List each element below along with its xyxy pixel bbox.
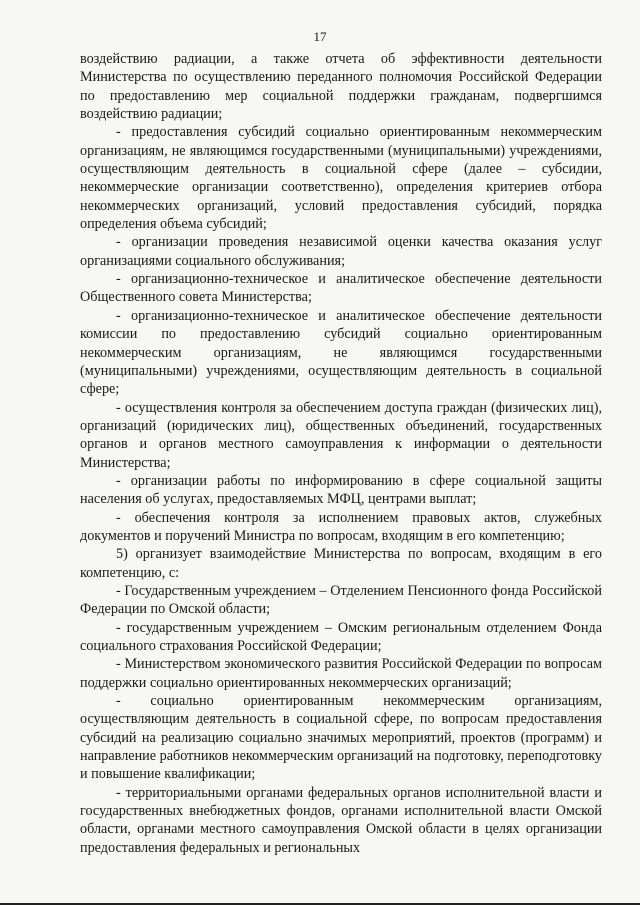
paragraph: - предоставления субсидий социально ориентированным некоммерческим организациям, не являющимся государственными (муниципальными) учреждениями, осуществляющим деятельность в социальной сфере (далее – субсидии, некоммерческие организации соответственно), определения критериев отбора некоммерческих организаций, условий предоставления субсидий, порядка определения объема субсидий; xyxy=(80,124,602,233)
paragraph: - обеспечения контроля за исполнением правовых актов, служебных документов и поручений Министра по вопросам, входящим в его компетенцию; xyxy=(80,509,602,544)
paragraph: - государственным учреждением – Омским региональным отделением Фонда социального страхования Российской Федерации; xyxy=(80,619,602,654)
paragraph: - организационно-техническое и аналитическое обеспечение деятельности Общественного совета Министерства; xyxy=(80,271,602,306)
paragraph: - организации работы по информированию в сфере социальной защиты населения об услугах, предоставляемых МФЦ, центрами выплат; xyxy=(80,472,602,508)
paragraph: - организационно-техническое и аналитическое обеспечение деятельности комиссии по предоставлению субсидий социально ориентированным некоммерческим организациям, не являющимся государственными (муниципальными) учреждениями, осуществляющим деятельность в социальной сфере; xyxy=(80,307,602,398)
paragraph: 5) организует взаимодействие Министерства по вопросам, входящим в его компетенцию, с: xyxy=(80,546,602,581)
page-number: 17 xyxy=(313,29,327,44)
document-body xyxy=(80,50,602,857)
paragraph: - осуществления контроля за обеспечением доступа граждан (физических лиц), организаций (юридических лиц), общественных объединений, государственных органов и органов местного самоуправления к информации о деятельности Министерства; xyxy=(80,399,602,471)
paragraph: - организации проведения независимой оценки качества оказания услуг организациями социального обслуживания; xyxy=(80,234,602,269)
paragraph: - территориальными органами федеральных органов исполнительной власти и государственных внебюджетных фондов, органами исполнительной власти Омской области, органами местного самоуправления Омской области в целях организации предоставления федеральных и региональных xyxy=(80,784,602,856)
paragraph: - Министерством экономического развития Российской Федерации по вопросам поддержки социально ориентированных некоммерческих организаций; xyxy=(80,656,602,691)
paragraph: воздействию радиации, а также отчета об эффективности деятельности Министерства по осуществлению переданного полномочия Российской Федерации по предоставлению мер социальной поддержки гражданам, подвергшимся воздействию радиации; xyxy=(80,51,602,123)
paragraph: - Государственным учреждением – Отделением Пенсионного фонда Российской Федерации по Омской области; xyxy=(80,582,602,618)
paragraph: - социально ориентированным некоммерческим организациям, осуществляющим деятельность в социальной сфере, по вопросам предоставления субсидий на реализацию социально значимых мероприятий, проектов (программ) и направление работников некоммерческим организаций на подготовку, переподготовку и повышение квалификации; xyxy=(80,693,603,783)
